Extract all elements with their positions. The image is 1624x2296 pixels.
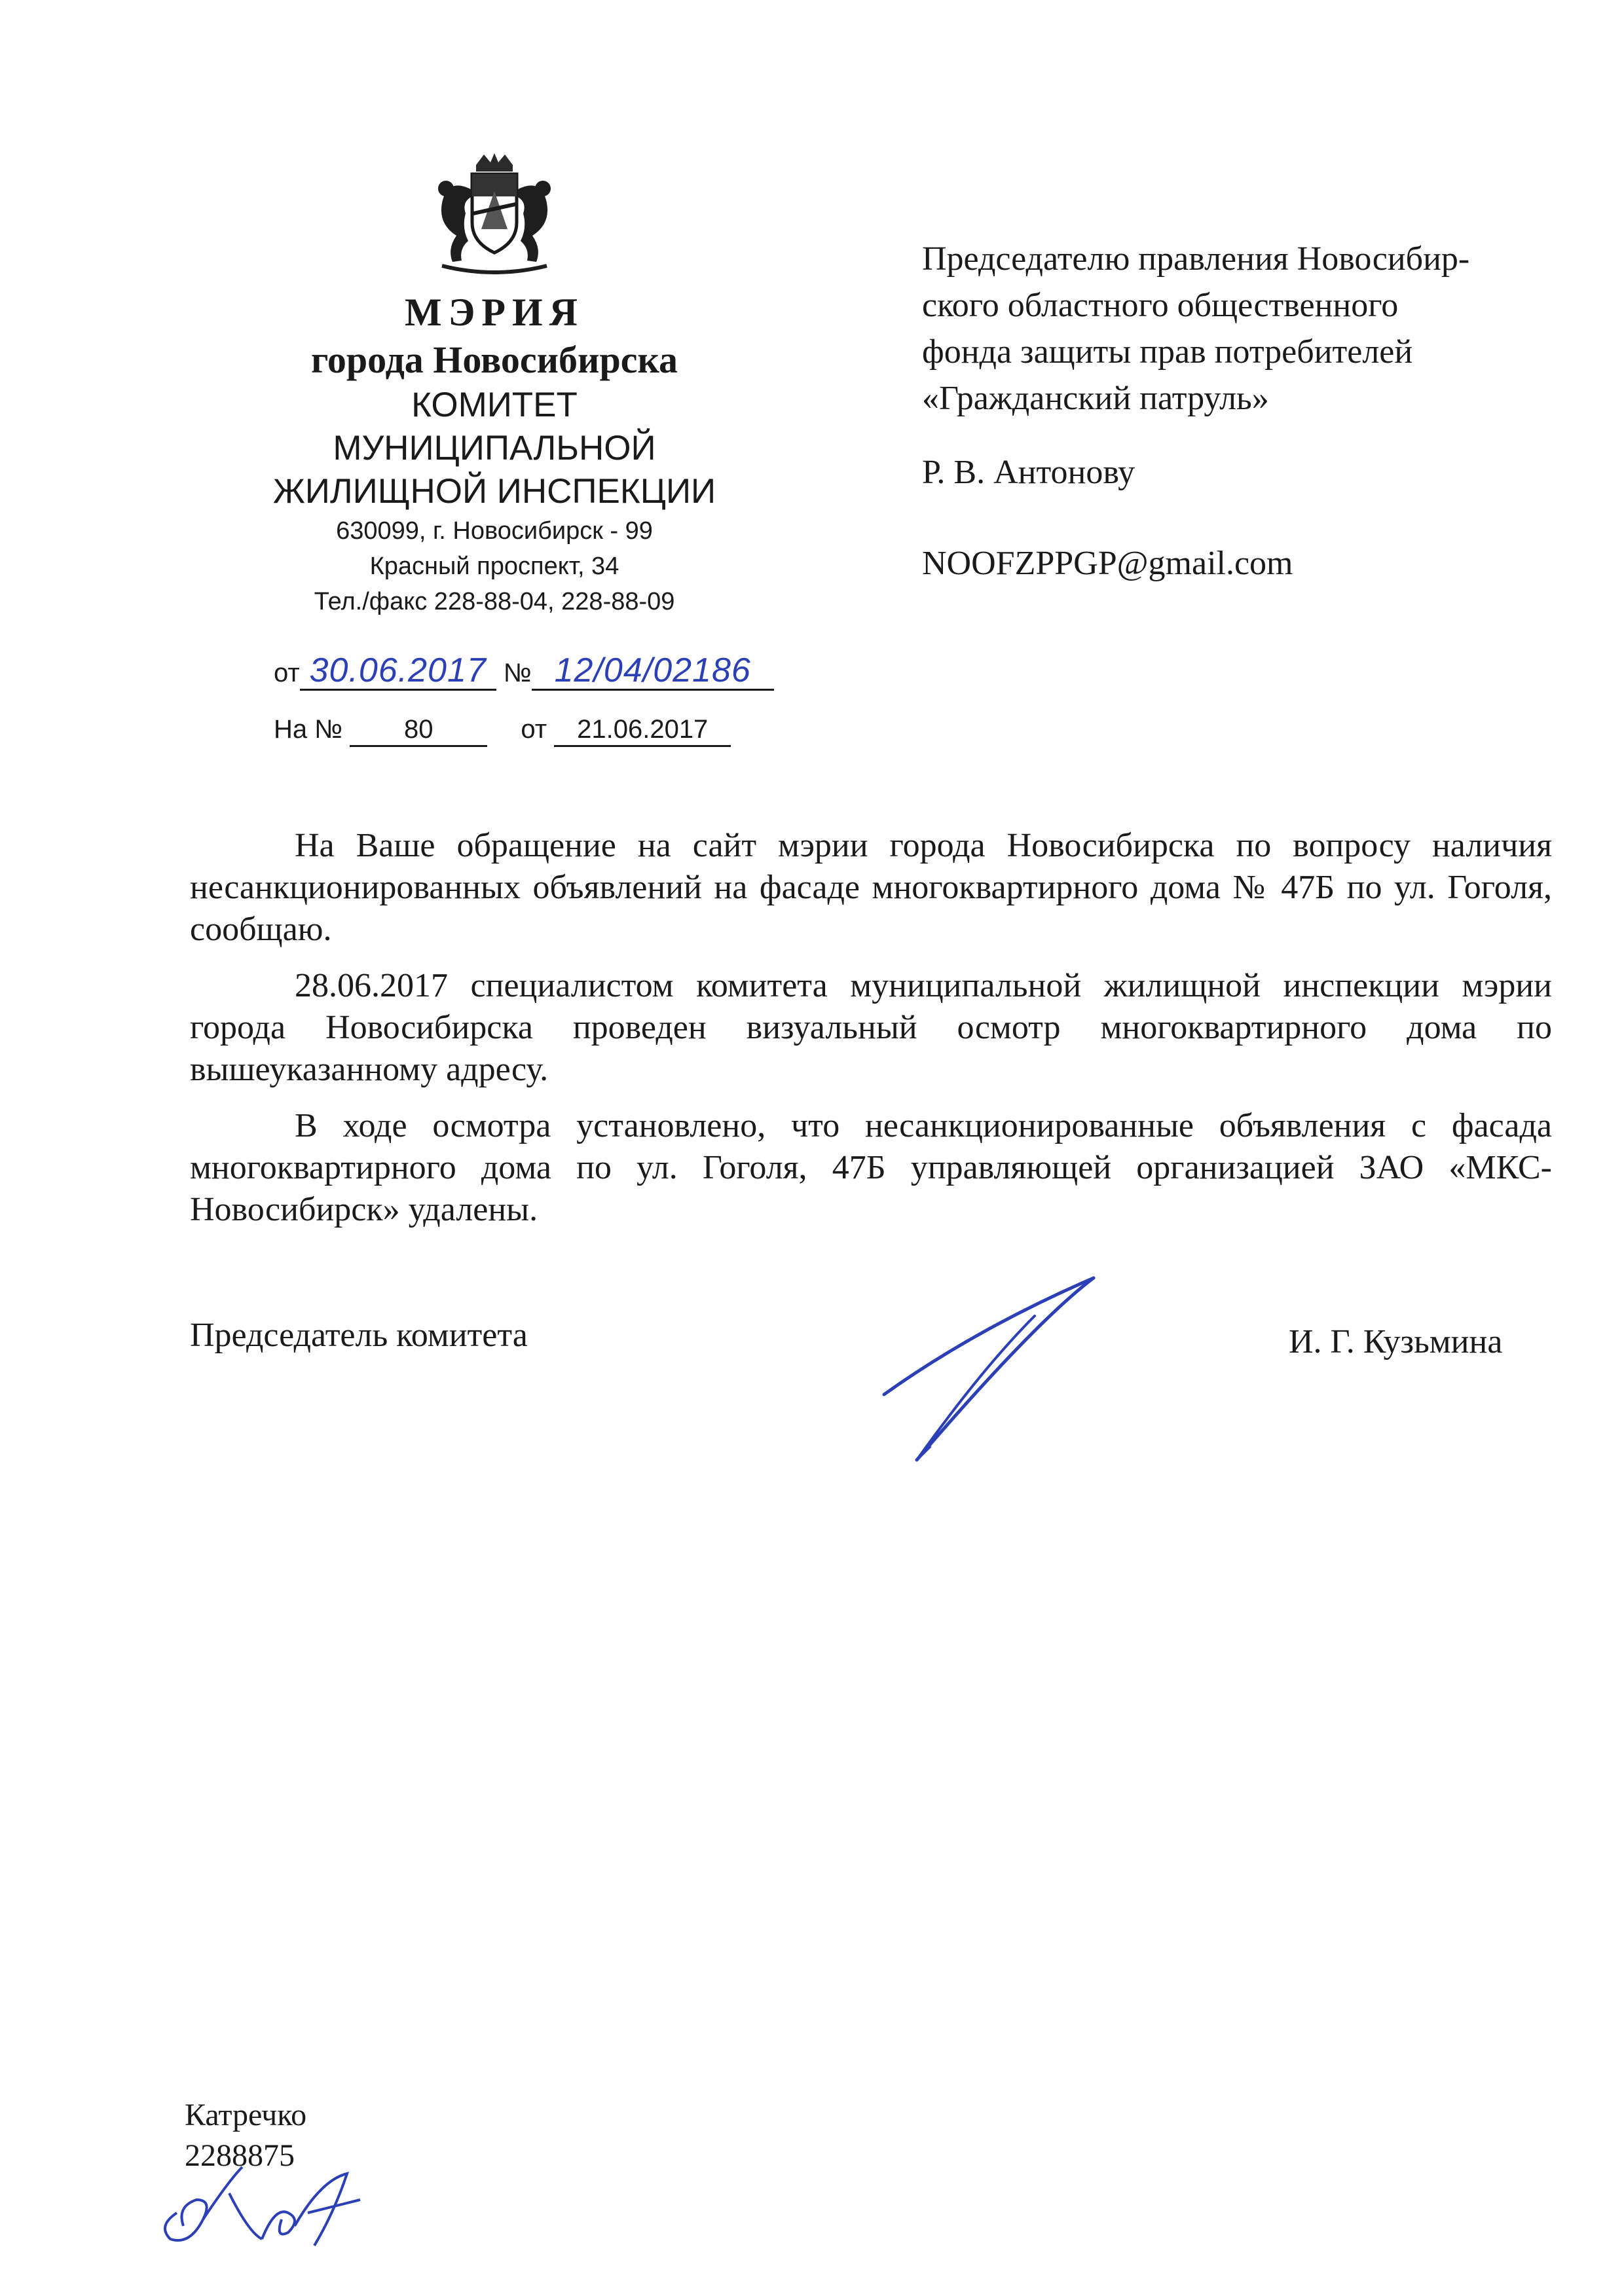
org-address-postal: 630099, г. Новосибирск - 99 xyxy=(336,517,653,545)
body-paragraph-1: На Ваше обращение на сайт мэрии города Новосибирска по вопросу наличия несанкционированных объявлений на фасаде многоквартирного дома № 47Б по ул. Гоголя, сообщаю. xyxy=(190,827,1552,948)
org-line-inspection: ЖИЛИЩНОЙ ИНСПЕКЦИИ xyxy=(272,472,716,511)
letter-body xyxy=(190,825,1552,1245)
org-address-street: Красный проспект, 34 xyxy=(369,553,619,580)
handwritten-signature xyxy=(871,1270,1120,1467)
reg-number-field xyxy=(532,651,774,691)
organization-header xyxy=(216,288,773,619)
addressee-line-2: ского областного общественного xyxy=(922,287,1399,324)
signatory-name: И. Г. Кузьмина xyxy=(1289,1323,1503,1360)
signature-title: Председатель комитета xyxy=(190,1317,528,1354)
body-paragraph-3: В ходе осмотра установлено, что несанкционированные объявления с фасада многоквартирного дома по ул. Гоголя, 47Б управляющей организацией ЗАО «МКС-Новосибирск» удалены. xyxy=(190,1107,1552,1228)
registration-outgoing xyxy=(274,651,774,691)
reply-date-field xyxy=(554,714,731,747)
reg-date-field xyxy=(300,651,496,691)
reply-date-value: 21.06.2017 xyxy=(577,715,709,744)
reg-number-label: № xyxy=(503,659,532,687)
addressee-block xyxy=(922,236,1577,587)
registration-reply xyxy=(274,714,731,747)
body-paragraph-2: 28.06.2017 специалистом комитета муниципальной жилищной инспекции мэрии города Новосибирска проведен визуальный осмотр многоквартирного дома по вышеуказанному адресу. xyxy=(190,967,1552,1088)
org-line-committee: КОМИТЕТ xyxy=(411,386,578,424)
org-line-municipal: МУНИЦИПАЛЬНОЙ xyxy=(333,429,656,467)
addressee-line-3: фонда защиты прав потребителей xyxy=(922,333,1413,371)
reply-number-field xyxy=(350,714,487,747)
addressee-email: NOOFZPPGP@gmail.com xyxy=(922,545,1293,582)
executor-name: Катречко xyxy=(185,2098,307,2132)
addressee-name: Р. В. Антонову xyxy=(922,454,1135,491)
reply-number-label: На № xyxy=(274,715,343,744)
reply-number-value: 80 xyxy=(404,715,434,744)
reg-date-handwritten: 30.06.2017 xyxy=(309,651,487,689)
addressee-line-4: «Гражданский патруль» xyxy=(922,380,1269,417)
reg-number-handwritten: 12/04/02186 xyxy=(554,651,751,689)
org-phone: Тел./факс 228-88-04, 228-88-09 xyxy=(314,588,675,615)
executor-phone: 2288875 xyxy=(185,2138,295,2173)
addressee-line-1: Председателю правления Новосибир- xyxy=(922,240,1470,278)
coat-of-arms-emblem xyxy=(416,151,573,282)
reply-from-label: от xyxy=(521,715,547,744)
org-line-city: города Новосибирска xyxy=(310,338,678,381)
executor-initials-mark xyxy=(151,2154,386,2252)
org-line-mayoralty: МЭРИЯ xyxy=(405,291,584,334)
reg-from-label: от xyxy=(274,659,300,687)
